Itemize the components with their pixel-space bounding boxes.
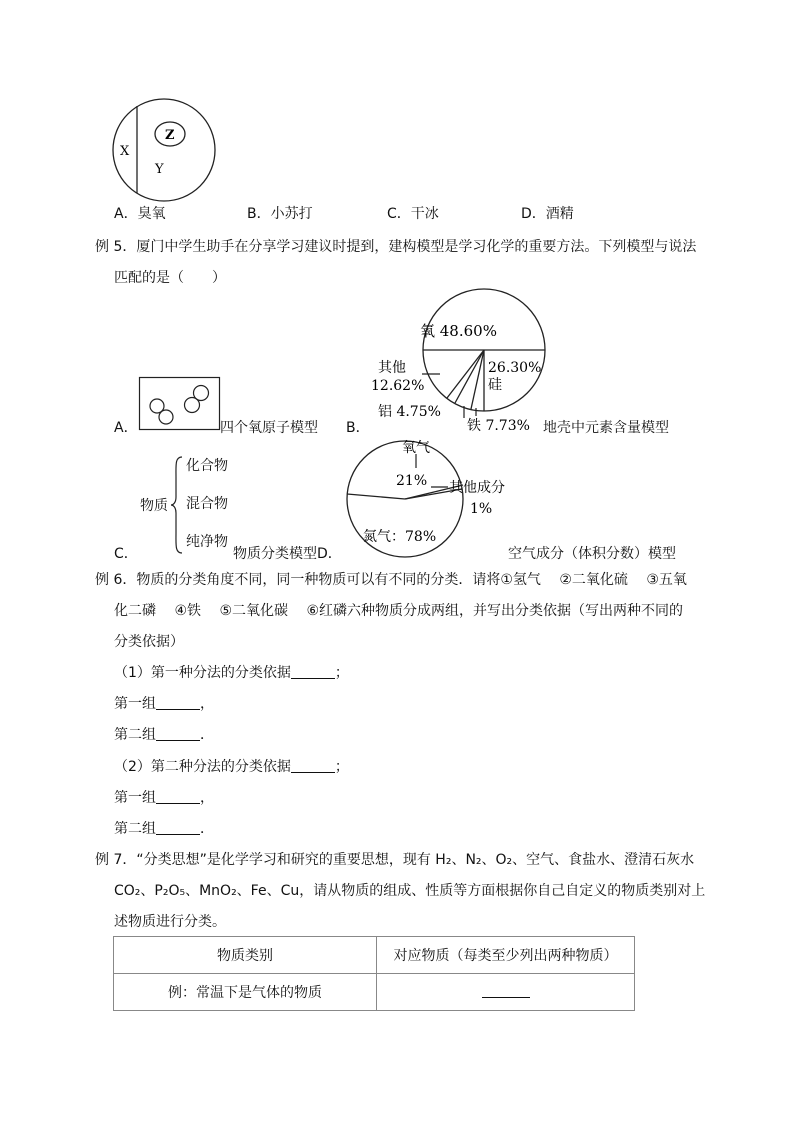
ex6-q1-group2-label: 第二组 (114, 727, 156, 743)
crust-label-si-name: 硅 (488, 377, 502, 393)
classification-root: 物质 (140, 498, 168, 514)
ex7-question-line2: CO₂、P₂O₅、MnO₂、Fe、Cu，请从物质的组成、性质等方面根据你自己自定义的物质类别对上 (114, 883, 706, 899)
crust-label-al: 铝 4.75% (378, 404, 441, 420)
table-header-substances: 对应物质（每类至少列出两种物质） (377, 937, 635, 974)
crust-label-o: 氧 48.60% (420, 322, 497, 340)
air-label-other-value: 1% (470, 501, 493, 517)
classification-table (113, 936, 635, 1011)
ex6-q2-group1-label: 第一组 (114, 790, 156, 806)
classification-item-mixture: 混合物 (186, 496, 228, 512)
venn-label-z: Z (165, 128, 175, 143)
ex7-question-line1: 例 7．“分类思想”是化学学习和研究的重要思想，现有 H₂、N₂、O₂、空气、食盐水、澄清石灰水 (95, 852, 695, 868)
oxygen-atom-model (139, 377, 221, 431)
air-label-other-name: 其他成分 (449, 480, 505, 496)
ex6-q2-text: （2）第二种分法的分类依据 (114, 759, 291, 775)
table-header-category: 物质类别 (114, 937, 377, 974)
crust-pie-spoke-al (455, 350, 484, 403)
ex6-question-line3: 分类依据） (114, 634, 184, 650)
ex6-q1-group1 (114, 694, 214, 714)
ex6-q1-blank (291, 664, 335, 679)
ex6-q2-group2 (114, 819, 214, 839)
ex6-q1-group1-blank (156, 695, 200, 710)
table-header-row (114, 937, 635, 974)
air-label-o2-value: 21% (396, 473, 428, 489)
ex6-q2-group1 (114, 788, 214, 808)
ex6-q2-group2-blank (156, 820, 200, 835)
air-label-o2-name: 氧气 (402, 440, 430, 456)
ex4-option-a: A．臭氧 (114, 206, 166, 222)
ex5-option-d-caption: 空气成分（体积分数）模型 (508, 546, 676, 562)
ex5-option-c-letter: C． (114, 546, 138, 562)
ex6-q1-group2-period: ． (200, 727, 214, 743)
table-answer-blank (482, 985, 530, 998)
ex5-question-line1: 例 5．厦门中学生助手在分享学习建议时提到，建构模型是学习化学的重要方法。下列模型与说法 (95, 239, 697, 255)
ex6-question-line1: 例 6．物质的分类角度不同，同一种物质可以有不同的分类．请将①氢气 ②二氧化硫 ③五氧 (95, 572, 687, 588)
ex6-q1-group2 (114, 725, 214, 745)
ex6-q2-semicolon: ； (334, 759, 349, 775)
ex4-option-b: B．小苏打 (247, 206, 313, 222)
classification-brace (170, 455, 184, 555)
ex6-q1-text: （1）第一种分法的分类依据 (114, 665, 291, 681)
ex6-q1-group2-blank (156, 726, 200, 741)
ex6-question-line2: 化二磷 ④铁 ⑤二氧化碳 ⑥红磷六种物质分成两组，并写出分类依据（写出两种不同的 (114, 603, 684, 619)
ex4-option-c: C．干冰 (387, 206, 439, 222)
air-pie-spoke-n2 (347, 494, 405, 499)
air-composition-pie-chart (345, 440, 525, 560)
ex6-q1 (114, 663, 349, 683)
table-cell-category: 例：常温下是气体的物质 (114, 974, 377, 1011)
classification-item-pure: 纯净物 (186, 534, 228, 550)
ex5-option-b-caption: 地壳中元素含量模型 (543, 420, 669, 436)
venn-label-y: Y (155, 162, 164, 177)
table-cell-substances (377, 974, 635, 1011)
table-row (114, 974, 635, 1011)
crust-label-fe: 铁 7.73% (467, 418, 530, 434)
ex6-q2-group1-blank (156, 789, 200, 804)
ex6-q1-semicolon: ； (334, 665, 349, 681)
ex6-q2 (114, 757, 349, 777)
ex5-option-c-caption: 物质分类模型D． (233, 546, 342, 562)
crust-label-other-value: 12.62% (371, 378, 425, 394)
ex5-option-b-letter: B． (346, 420, 370, 436)
ex4-option-d: D．酒精 (521, 206, 574, 222)
classification-item-compound: 化合物 (186, 458, 228, 474)
venn-diagram (110, 100, 230, 210)
ex6-q1-group1-comma: ， (200, 696, 214, 712)
crust-label-si-value: 26.30% (488, 360, 542, 376)
ex5-option-a-letter: A． (114, 420, 138, 436)
crust-label-other-name: 其他 (378, 360, 406, 376)
ex5-question-line2: 匹配的是（ ） (114, 270, 226, 286)
air-label-n2: 氮气：78% (363, 529, 437, 545)
ex6-q2-blank (291, 758, 335, 773)
ex6-q2-group2-label: 第二组 (114, 821, 156, 837)
ex6-q2-group2-period: ． (200, 821, 214, 837)
ex6-q2-group1-comma: ， (200, 790, 214, 806)
venn-label-x: X (120, 144, 130, 159)
ex6-q1-group1-label: 第一组 (114, 696, 156, 712)
ex7-question-line3: 述物质进行分类。 (114, 914, 226, 930)
ex5-option-a-caption: 四个氧原子模型 (220, 420, 318, 436)
